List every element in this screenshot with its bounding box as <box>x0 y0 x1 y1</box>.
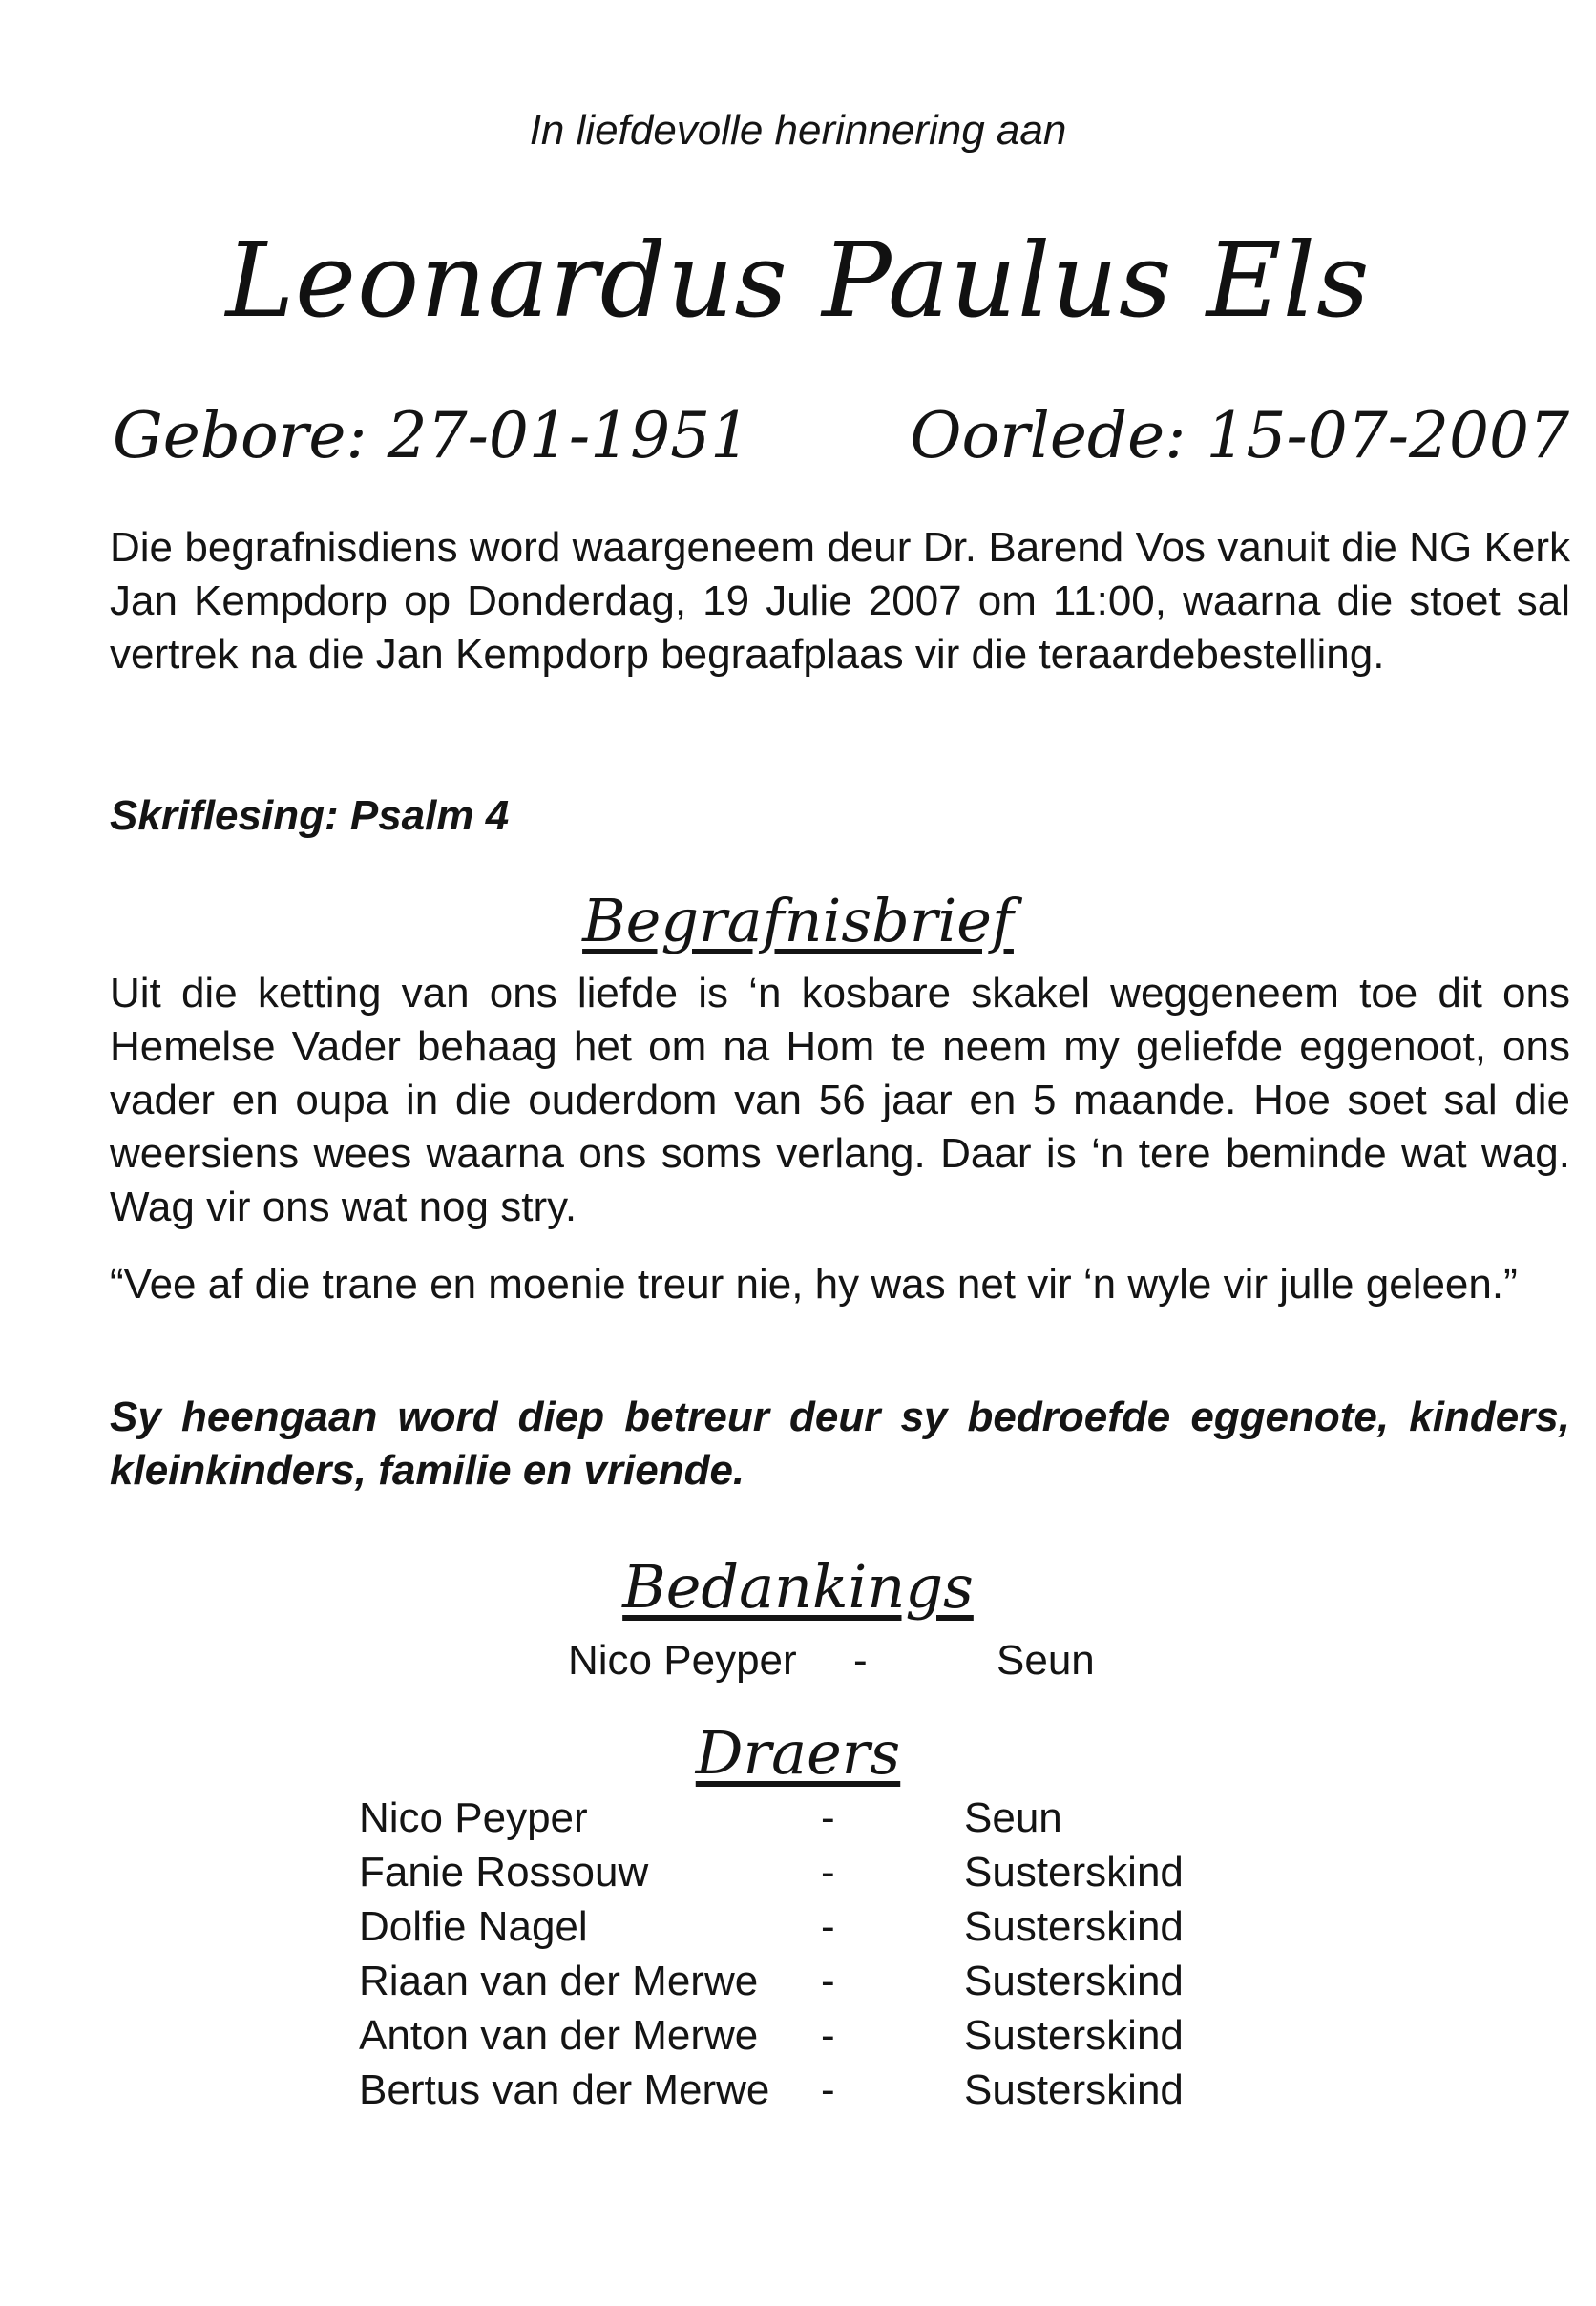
thanks-name: Nico Peyper <box>568 1637 797 1684</box>
bearer-relation: Susterskind <box>964 1958 1184 2004</box>
bearer-name: Riaan van der Merwe <box>359 1958 759 2004</box>
service-paragraph: Die begrafnisdiens word waargeneem deur Dr. Barend Vos vanuit die NG Kerk Jan Kempdorp op Donderdag, 19 Julie 2007 om 11:00, waarna die stoet sal vertrek na die Jan Kempdorp begraafplaas vir die teraardebestelling. <box>110 524 1570 678</box>
thanks-heading: Bedankings <box>622 1552 974 1622</box>
bearer-dash: - <box>821 1958 835 2004</box>
bearer-relation: Susterskind <box>964 1849 1184 1896</box>
thanks-dash: - <box>853 1637 868 1684</box>
birth-date <box>113 399 750 472</box>
bearer-name: Anton van der Merwe <box>359 2012 759 2059</box>
birth-value: 27-01-1951 <box>387 399 751 472</box>
bearer-relation: Susterskind <box>964 1903 1184 1950</box>
bearer-relation: Seun <box>964 1794 1062 1841</box>
thanks-relation: Seun <box>997 1637 1095 1684</box>
bearer-dash: - <box>821 1849 835 1896</box>
letter-heading: Begrafnisbrief <box>582 886 1014 955</box>
death-label: Oorlede: <box>910 399 1186 472</box>
bearer-dash: - <box>821 1903 835 1950</box>
bearer-dash: - <box>821 2012 835 2059</box>
letter-paragraph-1: Uit die ketting van ons liefde is ‘n kosbare skakel weggeneem toe dit ons Hemelse Vader behaag het om na Hom te neem my geliefde eggenoot, ons vader en oupa in die ouderdom van 56 jaar en 5 maande. Hoe soet sal die weersiens wees waarna ons soms verlang. Daar is ‘n tere beminde wat wag. Wag vir ons wat nog stry. <box>110 970 1570 1230</box>
bearer-name: Bertus van der Merwe <box>359 2066 770 2113</box>
death-date <box>910 399 1569 472</box>
bearer-relation: Susterskind <box>964 2066 1184 2113</box>
bearer-name: Dolfie Nagel <box>359 1903 588 1950</box>
letter-paragraph-3: Sy heengaan word diep betreur deur sy bedroefde eggenote, kinders, kleinkinders, familie en vriende. <box>110 1394 1570 1494</box>
bearer-relation: Susterskind <box>964 2012 1184 2059</box>
bearer-name: Nico Peyper <box>359 1794 588 1841</box>
bearer-dash: - <box>821 2066 835 2113</box>
death-value: 15-07-2007 <box>1206 399 1569 472</box>
bearer-dash: - <box>821 1794 835 1841</box>
bearers-heading: Draers <box>695 1718 901 1788</box>
intro-text: In liefdevolle herinnering aan <box>529 107 1067 154</box>
bearer-name: Fanie Rossouw <box>359 1849 649 1896</box>
birth-label: Gebore: <box>113 399 368 472</box>
scripture-reading: Skriflesing: Psalm 4 <box>110 792 510 839</box>
letter-paragraph-2: “Vee af die trane en moenie treur nie, hy was net vir ‘n wyle vir julle geleen.” <box>110 1261 1518 1308</box>
deceased-name: Leonardus Paulus Els <box>225 221 1371 341</box>
